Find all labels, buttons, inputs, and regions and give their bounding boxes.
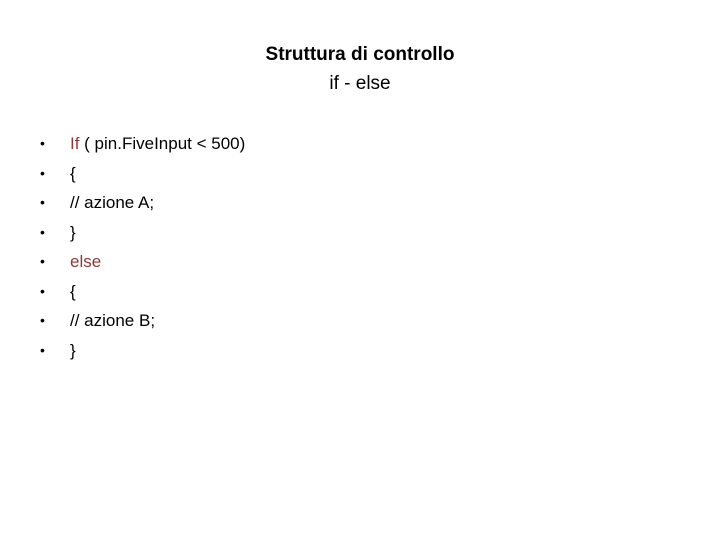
list-item — [40, 247, 245, 277]
bullet-icon: • — [40, 282, 45, 299]
slide-title: Struttura di controllo — [265, 44, 455, 65]
bullet-icon: • — [40, 341, 45, 358]
code-text: { — [70, 163, 76, 183]
code-keyword: else — [70, 252, 102, 271]
bullet-icon: • — [40, 312, 45, 328]
code-text: } — [70, 340, 76, 360]
bullet-icon: • — [40, 135, 45, 151]
list-item — [40, 218, 245, 248]
slide-title-block — [0, 40, 720, 98]
list-item — [40, 129, 245, 159]
code-text: ( pin.FiveInput < 500) — [79, 134, 246, 153]
code-text: } — [70, 222, 76, 242]
bullet-icon: • — [40, 223, 45, 240]
bullet-icon: • — [40, 253, 45, 269]
code-bullet-list — [40, 129, 245, 365]
code-text: // azione A; — [70, 193, 155, 212]
code-keyword: If — [70, 134, 80, 153]
list-item — [40, 306, 245, 336]
list-item — [40, 277, 245, 307]
bullet-icon: • — [40, 164, 45, 181]
list-item — [40, 159, 245, 189]
code-text: // azione B; — [70, 311, 156, 330]
list-item — [40, 336, 245, 366]
list-item — [40, 188, 245, 218]
slide-subtitle: if - else — [329, 73, 391, 94]
bullet-icon: • — [40, 194, 45, 210]
code-text: { — [70, 281, 76, 301]
